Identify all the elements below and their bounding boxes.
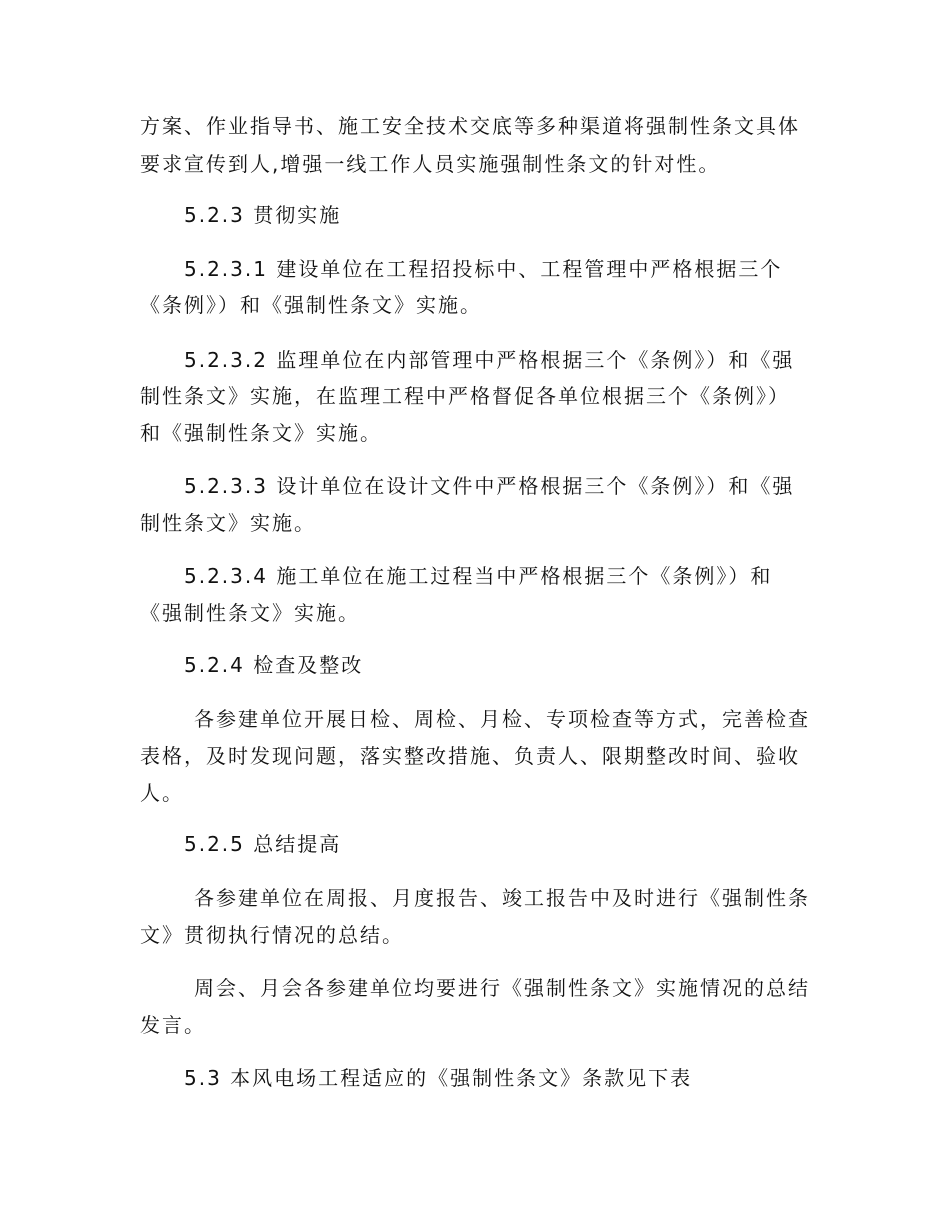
text-line: 发言。 [140, 1013, 206, 1037]
section-heading-5-2-3: 5.2.3 贯彻实施 [184, 203, 342, 227]
text-line: 制性条文》实施，在监理工程中严格督促各单位根据三个《条例》） [140, 384, 790, 408]
text-line: 各参建单位在周报、月度报告、竣工报告中及时进行《强制性条 [194, 886, 810, 910]
text-line: 表格，及时发现问题，落实整改措施、负责人、限期整改时间、验收 [140, 744, 800, 768]
text-line: 和《强制性条文》实施。 [140, 421, 382, 445]
text-line: 要求宣传到人,增强一线工作人员实施强制性条文的针对性。 [140, 152, 721, 176]
clause-5-2-3-4: 5.2.3.4 施工单位在施工过程当中严格根据三个《条例》）和 [184, 564, 773, 588]
text-line: 文》贯彻执行情况的总结。 [140, 923, 404, 947]
text-line: 方案、作业指导书、施工安全技术交底等多种渠道将强制性条文具体 [140, 114, 800, 138]
text-line: 《条例》）和《强制性条文》实施。 [140, 293, 482, 317]
text-line: 各参建单位开展日检、周检、月检、专项检查等方式，完善检查 [194, 707, 810, 731]
text-line: 人。 [140, 781, 184, 805]
text-line: 制性条文》实施。 [140, 511, 316, 535]
clause-5-2-3-2: 5.2.3.2 监理单位在内部管理中严格根据三个《条例》）和《强 [184, 348, 795, 372]
section-heading-5-2-4: 5.2.4 检查及整改 [184, 653, 364, 677]
section-heading-5-3: 5.3 本风电场工程适应的《强制性条文》条款见下表 [184, 1066, 693, 1090]
text-line: 《强制性条文》实施。 [140, 601, 360, 625]
clause-5-2-3-1: 5.2.3.1 建设单位在工程招投标中、工程管理中严格根据三个 [184, 257, 783, 281]
text-line: 周会、月会各参建单位均要进行《强制性条文》实施情况的总结 [194, 976, 810, 1000]
clause-5-2-3-3: 5.2.3.3 设计单位在设计文件中严格根据三个《条例》）和《强 [184, 474, 795, 498]
section-heading-5-2-5: 5.2.5 总结提高 [184, 832, 342, 856]
